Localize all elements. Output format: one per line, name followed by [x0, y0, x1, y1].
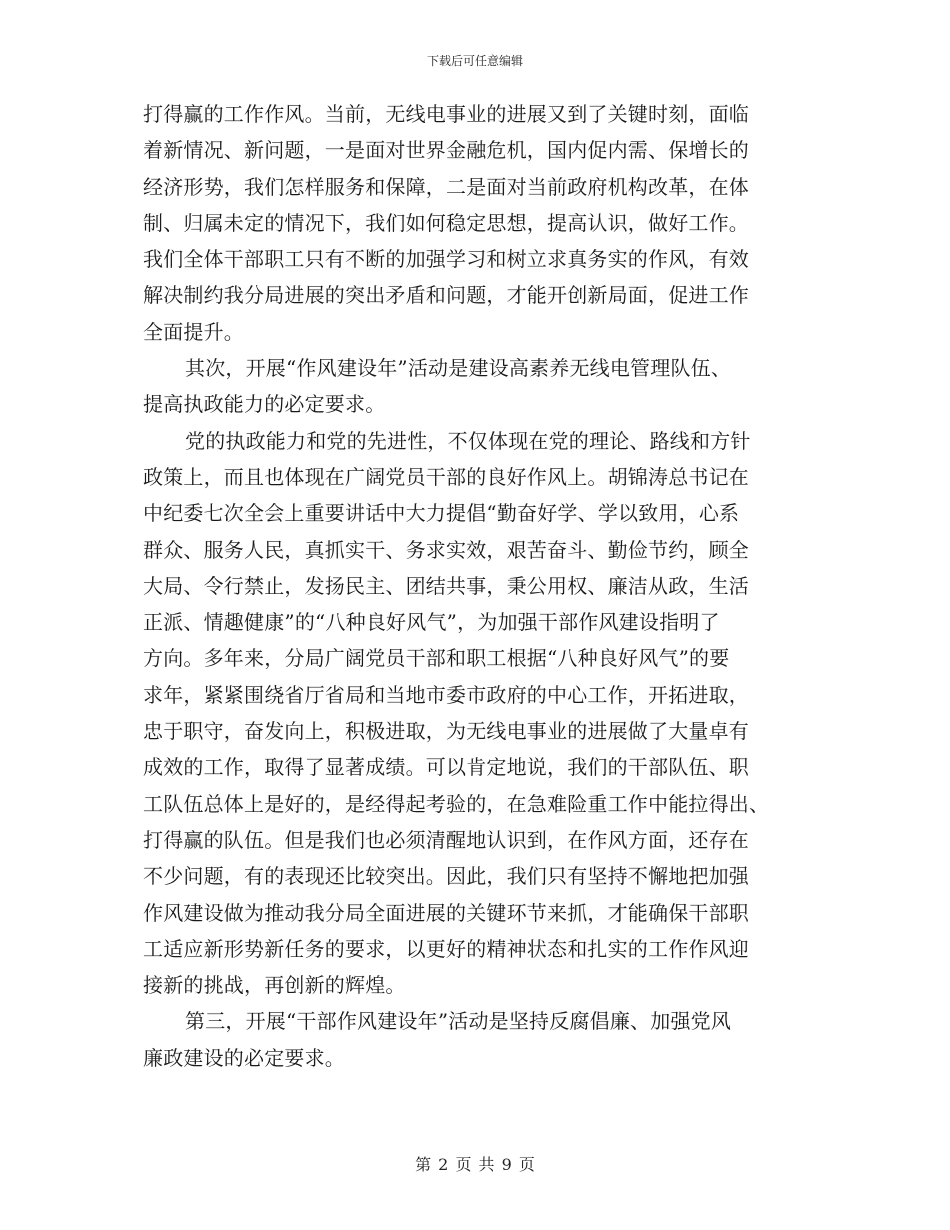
text-line: 经济形势，我们怎样服务和保障，二是面对当前政府机构改革，在体 — [143, 174, 749, 199]
text-line: 政策上，而且也体现在广阔党员干部的良好作风上。胡锦涛总书记在 — [143, 464, 749, 489]
text-line: 正派、情趣健康”的“八种良好风气”，为加强干部作风建设指明了 — [143, 610, 720, 635]
text-line: 接新的挑战，再创新的辉煌。 — [143, 973, 406, 998]
text-line: 不少问题，有的表现还比较突出。因此，我们只有坚持不懈地把加强 — [143, 864, 749, 889]
text-line: 求年，紧紧围绕省厅省局和当地市委市政府的中心工作，开拓进取， — [143, 682, 749, 707]
text-line: 打得赢的工作作风。当前，无线电事业的进展又到了关键时刻，面临 — [143, 102, 749, 126]
paragraph-start-line: 第三，开展“干部作风建设年”活动是坚持反腐倡廉、加强党风 — [185, 1009, 732, 1034]
text-line: 成效的工作，取得了显著成绩。可以肯定地说，我们的干部队伍、职 — [143, 755, 749, 780]
text-line: 工队伍总体上是好的，是经得起考验的，在急难险重工作中能拉得出、 — [143, 791, 770, 816]
document-body — [143, 96, 798, 1076]
page-header: 下载后可任意编辑 — [426, 54, 523, 68]
text-line: 全面提升。 — [143, 319, 244, 344]
text-line: 工适应新形势新任务的要求，以更好的精神状态和扎实的工作作风迎 — [143, 936, 749, 961]
text-line: 中纪委七次全会上重要讲话中大力提倡“勤奋好学、学以致用，心系 — [143, 501, 740, 526]
text-line: 解决制约我分局进展的突出矛盾和问题，才能开创新局面，促进工作 — [143, 283, 749, 308]
text-line: 群众、服务人民，真抓实干、务求实效，艰苦奋斗、勤俭节约，顾全 — [143, 537, 749, 562]
text-line: 制、归属未定的情况下，我们如何稳定思想，提高认识，做好工作。 — [143, 210, 749, 235]
paragraph-start-line: 党的执政能力和党的先进性，不仅体现在党的理论、路线和方针 — [185, 428, 751, 453]
text-line: 打得赢的队伍。但是我们也必须清醒地认识到，在作风方面，还存在 — [143, 827, 749, 852]
text-line: 大局、令行禁止，发扬民主、团结共事，秉公用权、廉洁从政，生活 — [143, 573, 749, 598]
text-line: 廉政建设的必定要求。 — [143, 1045, 345, 1070]
text-line: 忠于职守，奋发向上，积极进取，为无线电事业的进展做了大量卓有 — [143, 719, 749, 744]
text-line: 作风建设做为推动我分局全面进展的关键环节来抓，才能确保干部职 — [143, 900, 749, 925]
paragraph-start-line: 其次，开展“作风建设年”活动是建设高素养无线电管理队伍、 — [185, 356, 732, 381]
text-line: 我们全体干部职工只有不断的加强学习和树立求真务实的作风，有效 — [143, 247, 749, 272]
page-number-footer: 第 2 页 共 9 页 — [415, 1155, 535, 1174]
text-line: 着新情况、新问题，一是面对世界金融危机，国内促内需、保增长的 — [143, 138, 749, 163]
text-line: 提高执政能力的必定要求。 — [143, 392, 386, 417]
text-line: 方向。多年来，分局广阔党员干部和职工根据“八种良好风气”的要 — [143, 646, 730, 671]
